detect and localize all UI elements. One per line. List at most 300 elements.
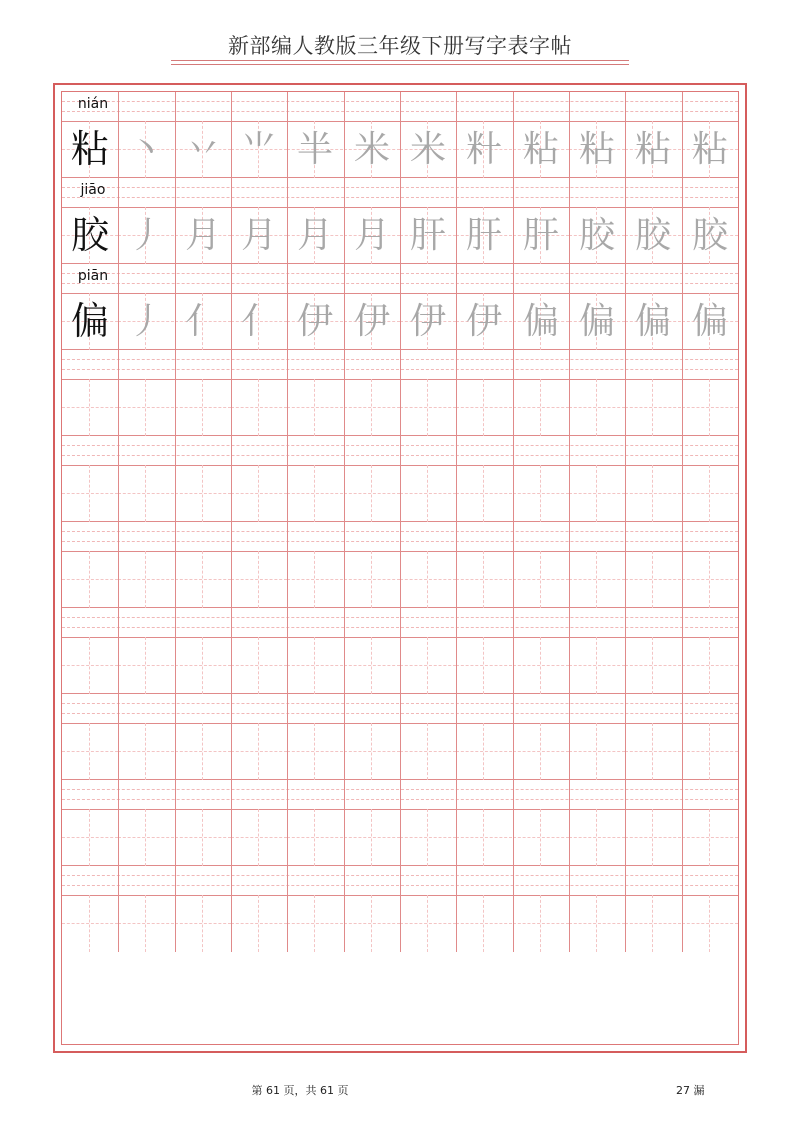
writing-square[interactable] — [682, 637, 738, 694]
writing-square[interactable] — [400, 637, 456, 694]
column-divider — [344, 637, 345, 694]
writing-square[interactable] — [682, 723, 738, 780]
writing-square[interactable] — [287, 379, 343, 436]
stroke-order-character: 亻 — [184, 301, 221, 342]
writing-square[interactable] — [344, 809, 400, 866]
pinyin-column-divider — [231, 608, 232, 637]
writing-square[interactable] — [569, 895, 625, 952]
writing-square[interactable] — [175, 551, 231, 608]
square-guide-vertical — [89, 379, 90, 436]
pinyin-strip — [62, 608, 738, 637]
writing-square[interactable] — [344, 637, 400, 694]
writing-square[interactable] — [175, 809, 231, 866]
square-guide-horizontal — [344, 665, 400, 666]
square-guide-horizontal — [569, 923, 625, 924]
square-guide-horizontal — [569, 665, 625, 666]
stroke-order-character: 亻 — [240, 301, 277, 342]
square-guide-horizontal — [625, 665, 681, 666]
square-guide-vertical — [596, 465, 597, 522]
square-guide-horizontal — [569, 493, 625, 494]
writing-square[interactable] — [344, 465, 400, 522]
pinyin-column-divider — [287, 522, 288, 551]
square-guide-horizontal — [513, 579, 569, 580]
square-guide-horizontal — [118, 407, 174, 408]
column-divider — [625, 465, 626, 522]
pinyin-column-divider — [287, 92, 288, 121]
column-divider — [287, 465, 288, 522]
writing-square[interactable] — [513, 723, 569, 780]
pinyin-column-divider — [400, 178, 401, 207]
column-divider — [344, 465, 345, 522]
writing-square[interactable] — [456, 379, 512, 436]
square-guide-horizontal — [400, 665, 456, 666]
square-guide-vertical — [709, 465, 710, 522]
pinyin-column-divider — [118, 694, 119, 723]
writing-square[interactable] — [682, 379, 738, 436]
writing-square[interactable] — [456, 723, 512, 780]
column-divider — [287, 637, 288, 694]
practice-row — [62, 436, 738, 522]
stroke-order-character: 伊 — [296, 301, 333, 342]
stroke-order-character: 偏 — [634, 301, 671, 342]
pinyin-column-divider — [569, 92, 570, 121]
writing-square[interactable] — [625, 637, 681, 694]
square-guide-vertical — [483, 551, 484, 608]
writing-square[interactable] — [400, 465, 456, 522]
pinyin-column-divider — [625, 264, 626, 293]
pinyin-column-divider — [400, 436, 401, 465]
pinyin-column-divider — [682, 780, 683, 809]
pinyin-column-divider — [344, 866, 345, 895]
pinyin-column-divider — [682, 264, 683, 293]
square-guide-horizontal — [513, 665, 569, 666]
writing-square[interactable] — [569, 551, 625, 608]
column-divider — [625, 637, 626, 694]
square-guide-horizontal — [682, 665, 738, 666]
writing-square[interactable] — [344, 379, 400, 436]
writing-square[interactable] — [118, 809, 174, 866]
square-guide-horizontal — [456, 837, 512, 838]
writing-square[interactable] — [513, 637, 569, 694]
writing-square[interactable] — [344, 551, 400, 608]
stroke-order-character: 粘 — [522, 129, 559, 170]
square-guide-horizontal — [513, 837, 569, 838]
column-divider — [625, 379, 626, 436]
model-character: 胶 — [70, 213, 109, 257]
square-guide-horizontal — [456, 493, 512, 494]
model-character: 偏 — [70, 299, 109, 343]
practice-row — [62, 608, 738, 694]
pinyin-column-divider — [231, 178, 232, 207]
writing-square[interactable] — [62, 637, 118, 694]
square-guide-horizontal — [118, 579, 174, 580]
pinyin-column-divider — [231, 436, 232, 465]
writing-square[interactable] — [625, 895, 681, 952]
column-divider — [231, 723, 232, 780]
column-divider — [287, 809, 288, 866]
column-divider — [513, 379, 514, 436]
column-divider — [569, 723, 570, 780]
writing-square[interactable] — [175, 379, 231, 436]
stroke-order-character: 月 — [184, 215, 221, 256]
square-guide-horizontal — [62, 923, 118, 924]
square-guide-vertical — [202, 551, 203, 608]
pinyin-column-divider — [625, 522, 626, 551]
square-guide-vertical — [709, 637, 710, 694]
square-guide-vertical — [314, 551, 315, 608]
stroke-order-character: 粘 — [691, 129, 728, 170]
writing-square[interactable] — [287, 809, 343, 866]
pinyin-column-divider — [231, 522, 232, 551]
square-guide-vertical — [89, 809, 90, 866]
square-guide-horizontal — [62, 407, 118, 408]
writing-square[interactable] — [625, 379, 681, 436]
square-guide-vertical — [371, 637, 372, 694]
pinyin-column-divider — [569, 780, 570, 809]
pinyin-column-divider — [513, 92, 514, 121]
square-guide-vertical — [202, 465, 203, 522]
writing-square[interactable] — [62, 895, 118, 952]
practice-row — [62, 522, 738, 608]
pinyin-column-divider — [287, 264, 288, 293]
column-divider — [513, 551, 514, 608]
writing-square[interactable] — [456, 551, 512, 608]
writing-square[interactable] — [231, 895, 287, 952]
writing-square[interactable] — [287, 723, 343, 780]
square-guide-vertical — [371, 895, 372, 952]
square-guide-vertical — [652, 809, 653, 866]
square-guide-vertical — [145, 379, 146, 436]
pinyin-column-divider — [456, 522, 457, 551]
writing-square[interactable] — [118, 895, 174, 952]
square-guide-vertical — [709, 551, 710, 608]
square-guide-vertical — [314, 465, 315, 522]
writing-square[interactable] — [175, 895, 231, 952]
pinyin-column-divider — [682, 866, 683, 895]
square-guide-vertical — [314, 723, 315, 780]
square-guide-horizontal — [513, 407, 569, 408]
square-guide-horizontal — [625, 751, 681, 752]
writing-square[interactable] — [682, 465, 738, 522]
column-divider — [569, 895, 570, 952]
square-guide-horizontal — [456, 665, 512, 666]
stroke-order-character: 丿 — [127, 301, 164, 342]
pinyin-column-divider — [231, 780, 232, 809]
writing-square[interactable] — [569, 637, 625, 694]
pinyin-column-divider — [344, 522, 345, 551]
stroke-order-character: ⺌ — [240, 129, 277, 170]
column-divider — [400, 809, 401, 866]
square-guide-vertical — [652, 637, 653, 694]
pinyin-label: nián — [77, 96, 109, 112]
writing-square[interactable] — [287, 465, 343, 522]
pinyin-column-divider — [513, 522, 514, 551]
square-guide-vertical — [596, 723, 597, 780]
writing-square[interactable] — [400, 379, 456, 436]
pinyin-column-divider — [456, 866, 457, 895]
square-guide-horizontal — [513, 751, 569, 752]
writing-square[interactable] — [456, 465, 512, 522]
square-guide-horizontal — [62, 493, 118, 494]
square-guide-vertical — [427, 551, 428, 608]
column-divider — [287, 551, 288, 608]
square-guide-horizontal — [456, 407, 512, 408]
pinyin-column-divider — [625, 866, 626, 895]
writing-square[interactable] — [175, 637, 231, 694]
writing-square[interactable] — [62, 723, 118, 780]
writing-square[interactable] — [175, 723, 231, 780]
writing-square[interactable] — [344, 723, 400, 780]
square-guide-horizontal — [682, 751, 738, 752]
practice-row — [62, 350, 738, 436]
square-guide-vertical — [596, 551, 597, 608]
square-guide-horizontal — [513, 493, 569, 494]
square-guide-vertical — [483, 809, 484, 866]
writing-square[interactable] — [231, 379, 287, 436]
square-guide-vertical — [596, 809, 597, 866]
column-divider — [513, 809, 514, 866]
pinyin-column-divider — [175, 436, 176, 465]
writing-square[interactable] — [513, 379, 569, 436]
writing-square[interactable] — [118, 465, 174, 522]
stroke-order-character: 半 — [296, 129, 333, 170]
square-guide-vertical — [540, 379, 541, 436]
stroke-order-character: 丷 — [184, 129, 221, 170]
stroke-order-character: 伊 — [465, 301, 502, 342]
writing-square[interactable] — [400, 551, 456, 608]
pinyin-column-divider — [287, 694, 288, 723]
pinyin-column-divider — [682, 522, 683, 551]
pinyin-column-divider — [344, 694, 345, 723]
writing-square[interactable] — [682, 895, 738, 952]
writing-square[interactable] — [513, 895, 569, 952]
writing-square[interactable] — [513, 809, 569, 866]
pinyin-column-divider — [175, 608, 176, 637]
square-guide-vertical — [540, 637, 541, 694]
column-divider — [400, 723, 401, 780]
writing-square[interactable] — [62, 551, 118, 608]
column-divider — [175, 895, 176, 952]
pinyin-column-divider — [625, 694, 626, 723]
square-guide-vertical — [652, 551, 653, 608]
writing-square[interactable] — [400, 895, 456, 952]
writing-square[interactable] — [287, 551, 343, 608]
square-guide-vertical — [145, 465, 146, 522]
pinyin-strip — [62, 522, 738, 551]
square-guide-vertical — [371, 723, 372, 780]
stroke-order-character: 月 — [353, 215, 390, 256]
writing-square[interactable] — [175, 465, 231, 522]
square-guide-vertical — [596, 895, 597, 952]
pinyin-column-divider — [400, 92, 401, 121]
pinyin-column-divider — [513, 780, 514, 809]
column-divider — [231, 637, 232, 694]
pinyin-strip — [62, 350, 738, 379]
writing-square[interactable] — [625, 809, 681, 866]
square-guide-horizontal — [682, 407, 738, 408]
column-divider — [118, 723, 119, 780]
square-guide-horizontal — [344, 493, 400, 494]
writing-square[interactable] — [287, 895, 343, 952]
square-guide-vertical — [258, 379, 259, 436]
writing-square[interactable] — [231, 637, 287, 694]
writing-square[interactable] — [344, 895, 400, 952]
pinyin-column-divider — [682, 694, 683, 723]
writing-square[interactable] — [400, 723, 456, 780]
column-divider — [682, 637, 683, 694]
page-count-label: 27 漏 — [676, 1084, 705, 1097]
pinyin-column-divider — [513, 178, 514, 207]
pinyin-column-divider — [287, 350, 288, 379]
column-divider — [569, 809, 570, 866]
writing-square[interactable] — [62, 465, 118, 522]
square-guide-horizontal — [175, 923, 231, 924]
writing-square[interactable] — [62, 809, 118, 866]
pinyin-column-divider — [513, 436, 514, 465]
writing-square[interactable] — [513, 551, 569, 608]
writing-square[interactable] — [569, 723, 625, 780]
square-guide-horizontal — [287, 407, 343, 408]
pinyin-column-divider — [118, 866, 119, 895]
pinyin-column-divider — [513, 866, 514, 895]
square-guide-horizontal — [400, 923, 456, 924]
square-guide-horizontal — [456, 923, 512, 924]
writing-square[interactable] — [682, 809, 738, 866]
pinyin-column-divider — [118, 780, 119, 809]
square-guide-vertical — [314, 379, 315, 436]
pinyin-column-divider — [344, 608, 345, 637]
writing-square[interactable] — [625, 723, 681, 780]
square-guide-vertical — [427, 723, 428, 780]
column-divider — [456, 723, 457, 780]
square-guide-horizontal — [175, 665, 231, 666]
model-character: 粘 — [70, 127, 109, 171]
writing-square[interactable] — [456, 895, 512, 952]
stroke-order-character: 胶 — [578, 215, 615, 256]
column-divider — [175, 637, 176, 694]
square-guide-vertical — [371, 809, 372, 866]
title-underline-top — [171, 60, 629, 61]
square-guide-horizontal — [400, 837, 456, 838]
square-guide-vertical — [145, 551, 146, 608]
writing-square[interactable] — [231, 723, 287, 780]
square-guide-vertical — [427, 379, 428, 436]
writing-square[interactable] — [231, 465, 287, 522]
pinyin-column-divider — [625, 780, 626, 809]
square-guide-horizontal — [175, 407, 231, 408]
square-guide-vertical — [314, 809, 315, 866]
writing-square[interactable] — [456, 809, 512, 866]
pinyin-column-divider — [456, 264, 457, 293]
square-guide-vertical — [483, 379, 484, 436]
writing-square[interactable] — [625, 465, 681, 522]
writing-square[interactable] — [513, 465, 569, 522]
pinyin-column-divider — [175, 522, 176, 551]
writing-square[interactable] — [62, 379, 118, 436]
practice-sheet-frame — [53, 83, 747, 1053]
practice-row — [62, 92, 738, 178]
square-guide-vertical — [540, 895, 541, 952]
writing-square[interactable] — [231, 809, 287, 866]
column-divider — [682, 465, 683, 522]
pinyin-strip — [62, 178, 738, 207]
writing-square[interactable] — [118, 723, 174, 780]
pinyin-column-divider — [118, 436, 119, 465]
square-guide-horizontal — [118, 493, 174, 494]
column-divider — [344, 895, 345, 952]
writing-square[interactable] — [569, 809, 625, 866]
column-divider — [175, 723, 176, 780]
writing-square[interactable] — [400, 809, 456, 866]
stroke-order-character: 胶 — [634, 215, 671, 256]
pinyin-column-divider — [625, 92, 626, 121]
square-guide-horizontal — [175, 837, 231, 838]
pinyin-column-divider — [175, 694, 176, 723]
square-guide-vertical — [652, 379, 653, 436]
pinyin-column-divider — [456, 608, 457, 637]
column-divider — [569, 551, 570, 608]
square-guide-horizontal — [625, 837, 681, 838]
square-guide-horizontal — [287, 493, 343, 494]
square-guide-horizontal — [569, 837, 625, 838]
square-guide-horizontal — [513, 923, 569, 924]
stroke-order-character: 米 — [353, 129, 390, 170]
stroke-order-character: 粘 — [578, 129, 615, 170]
column-divider — [456, 551, 457, 608]
writing-square[interactable] — [569, 465, 625, 522]
square-guide-horizontal — [62, 751, 118, 752]
writing-square[interactable] — [287, 637, 343, 694]
writing-square[interactable] — [118, 637, 174, 694]
stroke-order-character: 肝 — [522, 215, 559, 256]
square-guide-vertical — [258, 895, 259, 952]
pinyin-column-divider — [456, 350, 457, 379]
square-guide-horizontal — [231, 407, 287, 408]
pinyin-column-divider — [287, 608, 288, 637]
practice-row — [62, 264, 738, 350]
stroke-order-character: 籵 — [465, 129, 502, 170]
pinyin-column-divider — [344, 92, 345, 121]
column-divider — [118, 379, 119, 436]
square-guide-horizontal — [456, 751, 512, 752]
square-guide-horizontal — [231, 751, 287, 752]
column-divider — [287, 895, 288, 952]
writing-square[interactable] — [625, 551, 681, 608]
square-guide-horizontal — [344, 579, 400, 580]
square-guide-vertical — [483, 723, 484, 780]
pinyin-column-divider — [400, 350, 401, 379]
writing-square[interactable] — [682, 551, 738, 608]
practice-row — [62, 694, 738, 780]
pinyin-column-divider — [456, 694, 457, 723]
column-divider — [625, 809, 626, 866]
pinyin-column-divider — [625, 436, 626, 465]
square-guide-vertical — [483, 637, 484, 694]
writing-square[interactable] — [231, 551, 287, 608]
square-guide-vertical — [202, 723, 203, 780]
pinyin-column-divider — [513, 350, 514, 379]
writing-square[interactable] — [118, 379, 174, 436]
square-guide-vertical — [145, 723, 146, 780]
square-guide-vertical — [258, 723, 259, 780]
writing-square[interactable] — [118, 551, 174, 608]
pinyin-column-divider — [625, 350, 626, 379]
square-guide-vertical — [427, 809, 428, 866]
pinyin-column-divider — [118, 350, 119, 379]
writing-square[interactable] — [456, 637, 512, 694]
writing-square[interactable] — [569, 379, 625, 436]
square-guide-vertical — [483, 895, 484, 952]
